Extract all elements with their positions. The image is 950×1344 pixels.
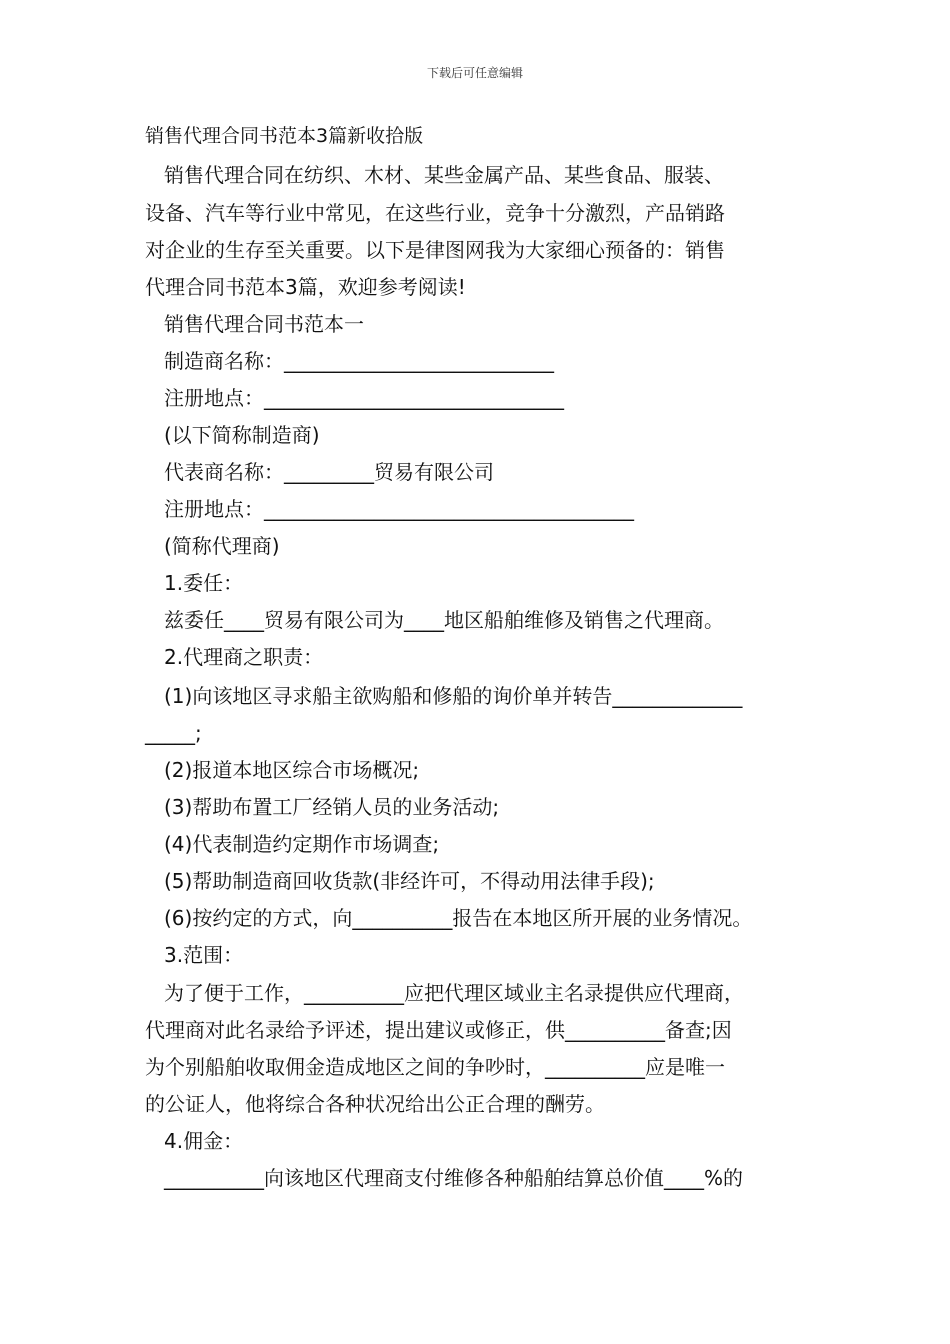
commission-line-1: __________向该地区代理商支付维修各种船舶结算总价值____%的	[164, 1166, 744, 1190]
header-note: 下载后可任意编辑	[426, 66, 523, 80]
representative-short-name: (简称代理商)	[164, 534, 280, 558]
clause-1-heading: 1.委任：	[164, 571, 244, 595]
duty-3: (3)帮助布置工厂经销人员的业务活动;	[164, 795, 500, 819]
clause-4-heading: 4.佣金：	[164, 1129, 244, 1153]
scope-line-2: 代理商对此名录给予评述，提出建议或修正，供__________备查;因	[145, 1018, 732, 1042]
duty-4: (4)代表制造约定期作市场调查;	[164, 832, 440, 856]
duty-1-line-1: (1)向该地区寻求船主欲购船和修船的询价单并转告_____________	[164, 684, 743, 708]
scope-line-1: 为了便于工作，__________应把代理区域业主名录提供应代理商，	[164, 981, 744, 1005]
representative-address-line: 注册地点：_____________________________________	[164, 497, 634, 521]
duty-1-line-2: _____;	[145, 721, 202, 745]
intro-line-3: 对企业的生存至关重要。以下是律图网我为大家细心预备的：销售	[145, 238, 725, 262]
scope-line-3: 为个别船舶收取佣金造成地区之间的争吵时，__________应是唯一	[145, 1055, 725, 1079]
duty-5: (5)帮助制造商回收货款(非经许可，不得动用法律手段);	[164, 869, 655, 893]
clause-1-text: 兹委任____贸易有限公司为____地区船舶维修及销售之代理商。	[164, 608, 724, 632]
duty-2: (2)报道本地区综合市场概况;	[164, 758, 420, 782]
manufacturer-address-line: 注册地点：______________________________	[164, 386, 564, 410]
clause-2-heading: 2.代理商之职责：	[164, 645, 324, 669]
document-title: 销售代理合同书范本3篇新收拾版	[145, 125, 424, 147]
manufacturer-short-name: (以下简称制造商)	[164, 423, 320, 447]
manufacturer-name-line: 制造商名称：___________________________	[164, 349, 554, 373]
section-heading: 销售代理合同书范本一	[164, 312, 364, 336]
intro-line-1: 销售代理合同在纺织、木材、某些金属产品、某些食品、服装、	[164, 163, 724, 187]
clause-3-heading: 3.范围：	[164, 943, 244, 967]
scope-line-4: 的公证人，他将综合各种状况给出公正合理的酬劳。	[145, 1092, 605, 1116]
intro-line-4: 代理合同书范本3篇，欢迎参考阅读!	[145, 275, 466, 299]
representative-name-line: 代表商名称：_________贸易有限公司	[164, 460, 494, 484]
duty-6: (6)按约定的方式，向__________报告在本地区所开展的业务情况。	[164, 906, 753, 930]
intro-line-2: 设备、汽车等行业中常见，在这些行业，竞争十分激烈，产品销路	[145, 201, 725, 225]
